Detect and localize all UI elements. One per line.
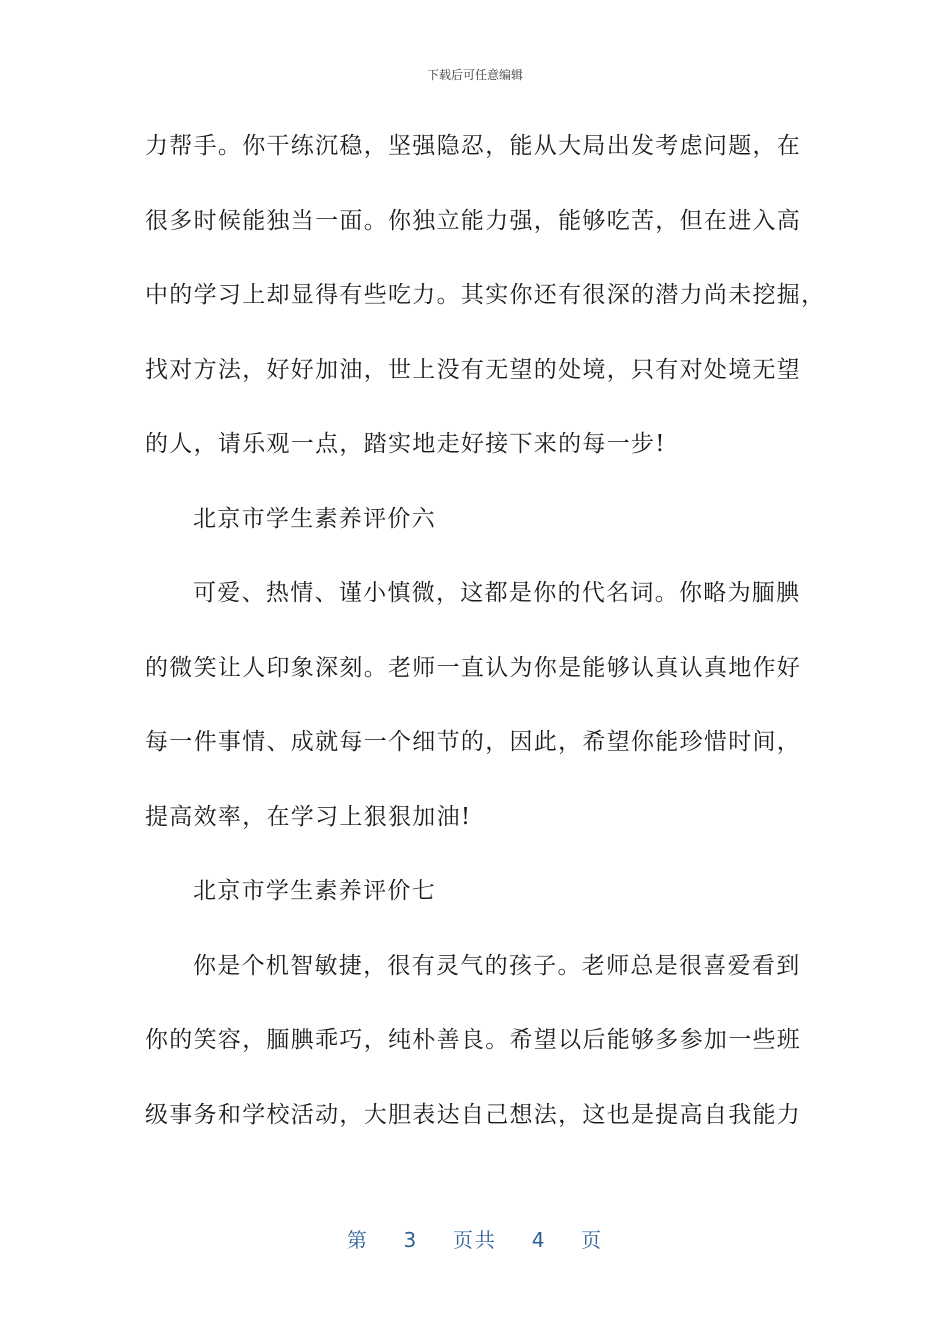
text-line: 可爱、热情、谨小慎微，这都是你的代名词。你略为腼腆 [193,580,801,606]
document-body [145,124,826,1167]
text-line: 级事务和学校活动，大胆表达自己想法，这也是提高自我能力 [145,1101,802,1128]
text-line: 中的学习上却显得有些吃力。其实你还有很深的潜力尚未挖掘， [145,282,826,308]
text-line: 找对方法，好好加油，世上没有无望的处境，只有对处境无望 [145,356,802,383]
current-page-number: 3 [403,1228,419,1252]
text-line: 的微笑让人印象深刻。老师一直认为你是能够认真认真地作好 [145,654,802,681]
text-line: 你的笑容，腼腆乖巧，纯朴善良。希望以后能够多参加一些班 [145,1027,802,1053]
footer-middle: 页共 [453,1228,497,1252]
total-page-number: 4 [531,1228,547,1252]
text-line: 很多时候能独当一面。你独立能力强，能够吃苦，但在进入高 [145,207,802,234]
footer-suffix: 页 [581,1228,604,1252]
section-heading: 北京市学生素养评价七 [193,878,436,904]
text-line: 每一件事情、成就每一个细节的，因此，希望你能珍惜时间， [145,729,802,755]
text-line: 力帮手。你干练沉稳，坚强隐忍，能从大局出发考虑问题，在 [145,133,802,159]
text-line: 提高效率，在学习上狠狠加油! [145,803,472,830]
text-line: 你是个机智敏捷，很有灵气的孩子。老师总是很喜爱看到 [193,952,801,979]
section-heading: 北京市学生素养评价六 [193,505,436,532]
footer-prefix: 第 [346,1228,369,1252]
page-footer [0,1224,950,1253]
page-header: 下载后可任意编辑 [426,68,523,82]
text-line: 的人，请乐观一点，踏实地走好接下来的每一步! [145,431,666,457]
